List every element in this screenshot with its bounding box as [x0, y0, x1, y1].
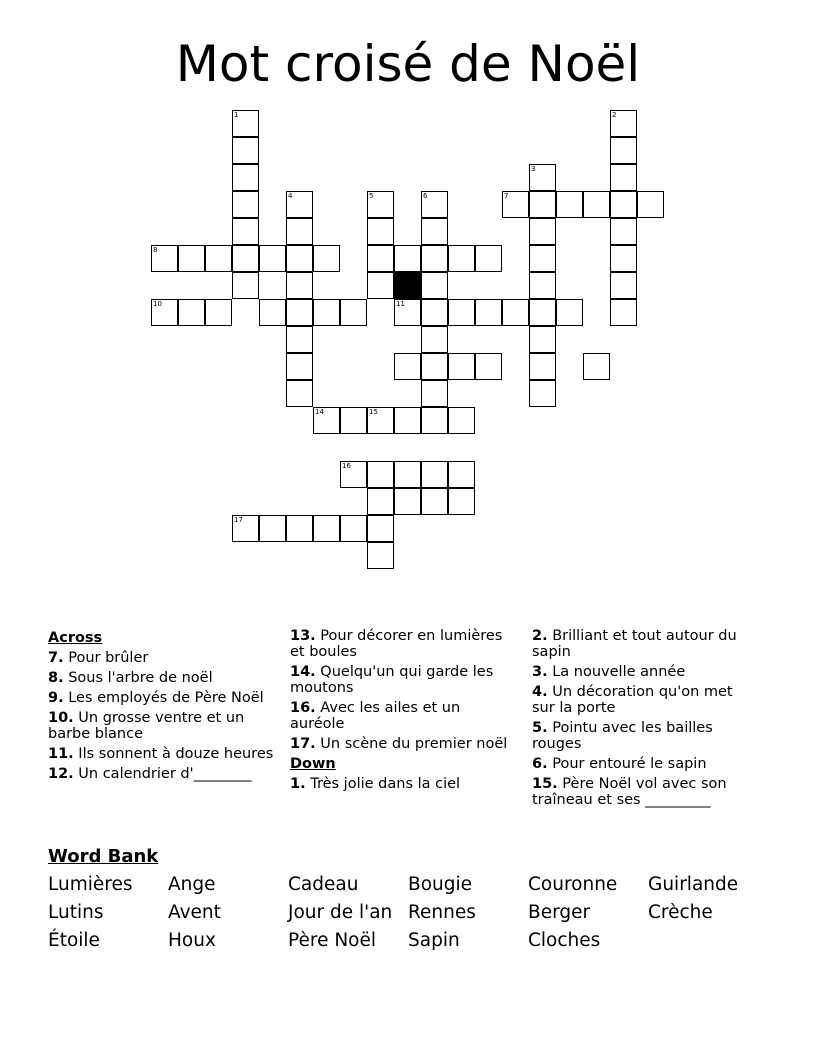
- grid-cell[interactable]: [502, 299, 529, 326]
- grid-cell[interactable]: [367, 218, 394, 245]
- clue-number: 5.: [532, 720, 548, 736]
- grid-cell[interactable]: [610, 299, 637, 326]
- grid-cell[interactable]: [286, 272, 313, 299]
- clue: [48, 710, 276, 742]
- grid-cell[interactable]: [610, 218, 637, 245]
- clue-number: 2: [612, 111, 617, 119]
- clue-text: Quelqu'un qui garde les moutons: [290, 664, 494, 696]
- clue: [532, 664, 752, 680]
- grid-cell[interactable]: [610, 272, 637, 299]
- clue-number: 4: [288, 192, 293, 200]
- word-bank-item: Jour de l'an: [288, 902, 393, 923]
- clue-number: 17.: [290, 736, 316, 752]
- word-bank-item: Étoile: [48, 930, 100, 951]
- clue-text: Père Noël vol avec son traîneau et ses _________: [532, 776, 727, 808]
- clue-text: Très jolie dans la ciel: [305, 776, 461, 792]
- grid-cell[interactable]: [475, 353, 502, 380]
- grid-cell[interactable]: [340, 299, 367, 326]
- clue: [290, 700, 518, 732]
- grid-cell[interactable]: [394, 407, 421, 434]
- clue-number: 16: [342, 462, 351, 470]
- grid-cell[interactable]: [610, 164, 637, 191]
- grid-cell[interactable]: [151, 299, 178, 326]
- across-heading: Across: [48, 630, 103, 646]
- grid-cell[interactable]: [421, 380, 448, 407]
- grid-cell[interactable]: [232, 164, 259, 191]
- grid-cell[interactable]: [421, 272, 448, 299]
- word-bank-item: Lumières: [48, 874, 133, 895]
- grid-cell[interactable]: [394, 461, 421, 488]
- grid-cell[interactable]: [313, 407, 340, 434]
- clue-text: Un calendrier d'________: [73, 766, 252, 782]
- clue-text: Ils sonnent à douze heures: [73, 746, 274, 762]
- clue-number: 6: [423, 192, 428, 200]
- word-bank-item: Houx: [168, 930, 216, 951]
- grid-cell[interactable]: [151, 245, 178, 272]
- grid-cell[interactable]: [529, 353, 556, 380]
- grid-cell[interactable]: [529, 299, 556, 326]
- grid-cell[interactable]: [286, 326, 313, 353]
- grid-cell[interactable]: [286, 191, 313, 218]
- grid-cell[interactable]: [286, 380, 313, 407]
- word-bank-item: Berger: [528, 902, 591, 923]
- grid-cell[interactable]: [367, 515, 394, 542]
- grid-cell[interactable]: [529, 218, 556, 245]
- word-bank-title: Word Bank: [48, 846, 159, 867]
- page-title: Mot croisé de Noël: [175, 35, 641, 93]
- grid-cell[interactable]: [529, 272, 556, 299]
- clue-number: 2.: [532, 628, 548, 644]
- grid-cell[interactable]: [394, 488, 421, 515]
- grid-cell[interactable]: [448, 407, 475, 434]
- clue: [532, 756, 752, 772]
- clue: [290, 628, 518, 660]
- grid-cell[interactable]: [637, 191, 664, 218]
- grid-cell[interactable]: [394, 299, 421, 326]
- grid-cell[interactable]: [286, 245, 313, 272]
- down-heading: Down: [290, 756, 336, 772]
- grid-cell[interactable]: [583, 353, 610, 380]
- grid-cell[interactable]: [340, 407, 367, 434]
- grid-cell[interactable]: [421, 326, 448, 353]
- grid-cell[interactable]: [205, 245, 232, 272]
- grid-cell[interactable]: [421, 407, 448, 434]
- grid-cell[interactable]: [394, 245, 421, 272]
- grid-cell[interactable]: [475, 245, 502, 272]
- grid-cell[interactable]: [529, 245, 556, 272]
- grid-cell[interactable]: [286, 299, 313, 326]
- grid-cell[interactable]: [232, 137, 259, 164]
- grid-cell[interactable]: [421, 191, 448, 218]
- grid-cell[interactable]: [529, 164, 556, 191]
- clue: [532, 720, 752, 752]
- clue-text: La nouvelle année: [547, 664, 686, 680]
- grid-cell[interactable]: [394, 353, 421, 380]
- clue-number: 3.: [532, 664, 548, 680]
- grid-cell[interactable]: [529, 191, 556, 218]
- grid-cell[interactable]: [367, 407, 394, 434]
- clue: [532, 628, 752, 660]
- grid-cell[interactable]: [205, 299, 232, 326]
- clue-number: 7.: [48, 650, 64, 666]
- clue-number: 11: [396, 300, 405, 308]
- grid-cell[interactable]: [259, 515, 286, 542]
- word-bank-item: Crèche: [648, 902, 713, 923]
- clue-number: 6.: [532, 756, 548, 772]
- clue: [290, 776, 518, 792]
- word-bank-item: Sapin: [408, 930, 460, 951]
- grid-cell[interactable]: [367, 272, 394, 299]
- grid-cell[interactable]: [367, 245, 394, 272]
- grid-cell[interactable]: [448, 488, 475, 515]
- clues-column-2: [290, 628, 518, 796]
- grid-cell[interactable]: [448, 353, 475, 380]
- grid-cell[interactable]: [556, 191, 583, 218]
- grid-cell[interactable]: [259, 245, 286, 272]
- clue-number: 10.: [48, 710, 74, 726]
- clue-number: 7: [504, 192, 509, 200]
- clues-column-3: [532, 628, 752, 812]
- clue-number: 14.: [290, 664, 316, 680]
- grid-cell[interactable]: [232, 218, 259, 245]
- clue: [48, 670, 276, 686]
- clue-number: 17: [234, 516, 243, 524]
- clue: [532, 684, 752, 716]
- clue-text: Un grosse ventre et un barbe blance: [48, 710, 245, 742]
- grid-cell[interactable]: [367, 488, 394, 515]
- clue: [290, 736, 518, 752]
- grid-cell[interactable]: [421, 299, 448, 326]
- clue-text: Sous l'arbre de noël: [63, 670, 213, 686]
- grid-cell[interactable]: [529, 326, 556, 353]
- clue-number: 9.: [48, 690, 64, 706]
- clue-text: Pour brûler: [63, 650, 149, 666]
- grid-cell[interactable]: [583, 191, 610, 218]
- clue-number: 8.: [48, 670, 64, 686]
- grid-cell[interactable]: [556, 299, 583, 326]
- grid-cell[interactable]: [313, 515, 340, 542]
- grid-cell[interactable]: [502, 191, 529, 218]
- clue-number: 1.: [290, 776, 306, 792]
- clue-text: Un scène du premier noël: [315, 736, 508, 752]
- grid-cell[interactable]: [313, 299, 340, 326]
- grid-cell[interactable]: [286, 515, 313, 542]
- grid-cell[interactable]: [286, 218, 313, 245]
- clue-number: 11.: [48, 746, 74, 762]
- clue-number: 1: [234, 111, 239, 119]
- word-bank-item: Guirlande: [648, 874, 739, 895]
- clue: [48, 650, 276, 666]
- grid-block-cell: [394, 272, 421, 299]
- clue-number: 15.: [532, 776, 558, 792]
- word-bank-item: Couronne: [528, 874, 618, 895]
- grid-cell[interactable]: [448, 461, 475, 488]
- grid-cell[interactable]: [367, 542, 394, 569]
- word-bank-item: Bougie: [408, 874, 473, 895]
- grid-cell[interactable]: [286, 353, 313, 380]
- clue-text: Pour décorer en lumières et boules: [290, 628, 503, 660]
- grid-cell[interactable]: [178, 299, 205, 326]
- clues-column-1: [48, 628, 276, 786]
- clue-text: Un décoration qu'on met sur la porte: [532, 684, 733, 716]
- clue-number: 16.: [290, 700, 316, 716]
- grid-cell[interactable]: [232, 272, 259, 299]
- clue-number: 14: [315, 408, 324, 416]
- grid-cell[interactable]: [178, 245, 205, 272]
- grid-cell[interactable]: [232, 515, 259, 542]
- word-bank-item: Ange: [168, 874, 216, 895]
- word-bank-item: Cadeau: [288, 874, 359, 895]
- clue-number: 12.: [48, 766, 74, 782]
- grid-cell[interactable]: [475, 299, 502, 326]
- word-bank-item: Cloches: [528, 930, 601, 951]
- grid-cell[interactable]: [529, 380, 556, 407]
- grid-cell[interactable]: [610, 245, 637, 272]
- clue-text: Pour entouré le sapin: [547, 756, 707, 772]
- grid-cell[interactable]: [340, 461, 367, 488]
- clue-number: 3: [531, 165, 536, 173]
- clue-text: Brilliant et tout autour du sapin: [532, 628, 737, 660]
- grid-cell[interactable]: [421, 218, 448, 245]
- grid-cell[interactable]: [367, 461, 394, 488]
- grid-cell[interactable]: [610, 191, 637, 218]
- grid-cell[interactable]: [421, 461, 448, 488]
- clue: [48, 766, 276, 782]
- grid-cell[interactable]: [448, 299, 475, 326]
- clue-number: 4.: [532, 684, 548, 700]
- clue-number: 13.: [290, 628, 316, 644]
- clue: [290, 664, 518, 696]
- grid-cell[interactable]: [232, 191, 259, 218]
- clue-text: Pointu avec les bailles rouges: [532, 720, 713, 752]
- word-bank-item: Rennes: [408, 902, 476, 923]
- grid-cell[interactable]: [313, 245, 340, 272]
- clue-number: 15: [369, 408, 378, 416]
- clue: [48, 690, 276, 706]
- clue-text: Avec les ailes et un auréole: [290, 700, 461, 732]
- word-bank-item: Lutins: [48, 902, 104, 923]
- clue-number: 8: [153, 246, 158, 254]
- clue-text: Les employés de Père Noël: [63, 690, 264, 706]
- word-bank-item: Père Noël: [288, 930, 377, 951]
- clue: [48, 746, 276, 762]
- grid-cell[interactable]: [340, 515, 367, 542]
- grid-cell[interactable]: [232, 245, 259, 272]
- grid-cell[interactable]: [421, 353, 448, 380]
- clue-number: 5: [369, 192, 374, 200]
- word-bank-item: Avent: [168, 902, 221, 923]
- grid-cell[interactable]: [610, 110, 637, 137]
- grid-cell[interactable]: [367, 191, 394, 218]
- grid-cell[interactable]: [259, 299, 286, 326]
- clue-number: 10: [153, 300, 162, 308]
- clue: [532, 776, 752, 808]
- grid-cell[interactable]: [421, 245, 448, 272]
- grid-cell[interactable]: [448, 245, 475, 272]
- grid-cell[interactable]: [232, 110, 259, 137]
- grid-cell[interactable]: [610, 137, 637, 164]
- grid-cell[interactable]: [421, 488, 448, 515]
